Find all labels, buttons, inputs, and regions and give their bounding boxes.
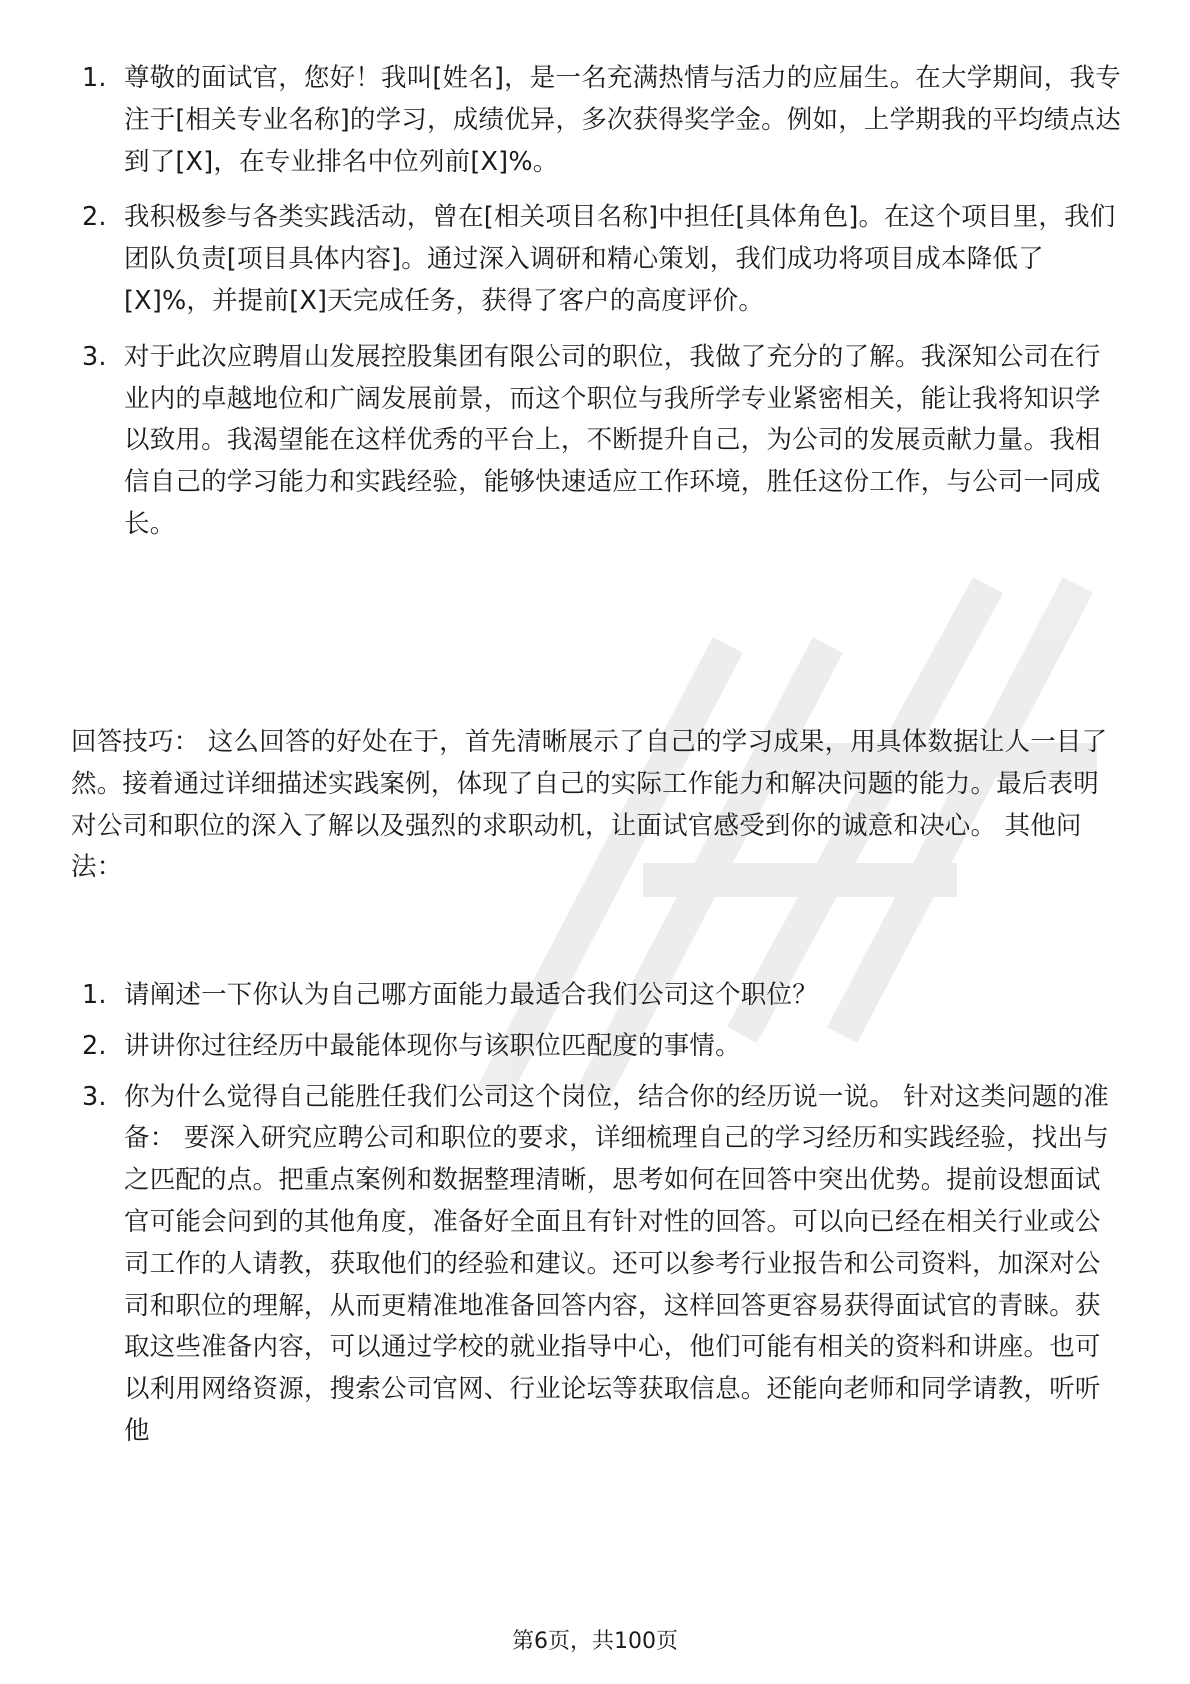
list-item-number: 1.	[82, 63, 107, 93]
list-item	[82, 1077, 1122, 1453]
answer-list	[82, 58, 1122, 560]
list-item-number: 1.	[82, 980, 107, 1010]
list-item	[82, 1026, 1122, 1068]
list-item-text: 讲讲你过往经历中最能体现你与该职位匹配度的事情。	[124, 1030, 741, 1061]
list-item-text: 尊敬的面试官，您好！我叫[姓名]，是一名充满热情与活力的应届生。在大学期间，我专注于[相关专业名称]的学习，成绩优异，多次获得奖学金。例如，上学期我的平均绩点达到了[X]，在专业排名中位列前[X]%。	[124, 63, 1121, 177]
list-item-text: 我积极参与各类实践活动，曾在[相关项目名称]中担任[具体角色]。在这个项目里，我们团队负责[项目具体内容]。通过深入调研和精心策划，我们成功将项目成本降低了[X]%，并提前[X]天完成任务，获得了客户的高度评价。	[124, 202, 1116, 316]
list-item-text: 对于此次应聘眉山发展控股集团有限公司的职位，我做了充分的了解。我深知公司在行业内的卓越地位和广阔发展前景，而这个职位与我所学专业紧密相关，能让我将知识学以致用。我渴望能在这样优秀的平台上，不断提升自己，为公司的发展贡献力量。我相信自己的学习能力和实践经验，能够快速适应工作环境，胜任这份工作，与公司一同成长。	[124, 341, 1101, 539]
list-item	[82, 197, 1122, 322]
list-item	[82, 337, 1122, 546]
alternative-questions-list	[82, 975, 1122, 1462]
list-item-number: 3.	[82, 341, 107, 372]
page-footer: 第6页，共100页	[512, 1629, 678, 1654]
list-item-number: 2.	[82, 1030, 107, 1061]
list-item	[82, 975, 1122, 1017]
tips-paragraph: 回答技巧： 这么回答的好处在于，首先清晰展示了自己的学习成果，用具体数据让人一目了然。接着通过详细描述实践案例，体现了自己的实际工作能力和解决问题的能力。最后表明对公司和职位的深入了解以及强烈的求职动机，让面试官感受到你的诚意和决心。 其他问法：	[71, 727, 1108, 883]
list-item	[82, 58, 1122, 183]
list-item-number: 3.	[82, 1081, 107, 1112]
list-item-text: 请阐述一下你认为自己哪方面能力最适合我们公司这个职位？	[124, 980, 818, 1010]
list-item-text: 你为什么觉得自己能胜任我们公司这个岗位，结合你的经历说一说。 针对这类问题的准备： 要深入研究应聘公司和职位的要求，详细梳理自己的学习经历和实践经验，找出与之匹配的点。把重点案例和数据整理清晰，思考如何在回答中突出优势。提前设想面试官可能会问到的其他角度，准备好全面且有针对性的回答。可以向已经在相关行业或公司工作的人请教，获取他们的经验和建议。还可以参考行业报告和公司资料，加深对公司和职位的理解，从而更精准地准备回答内容，这样回答更容易获得面试官的青睐。获取这些准备内容，可以通过学校的就业指导中心，他们可能有相关的资料和讲座。也可以利用网络资源，搜索公司官网、行业论坛等获取信息。还能向老师和同学请教，听听他	[124, 1081, 1109, 1446]
list-item-number: 2.	[82, 202, 107, 233]
